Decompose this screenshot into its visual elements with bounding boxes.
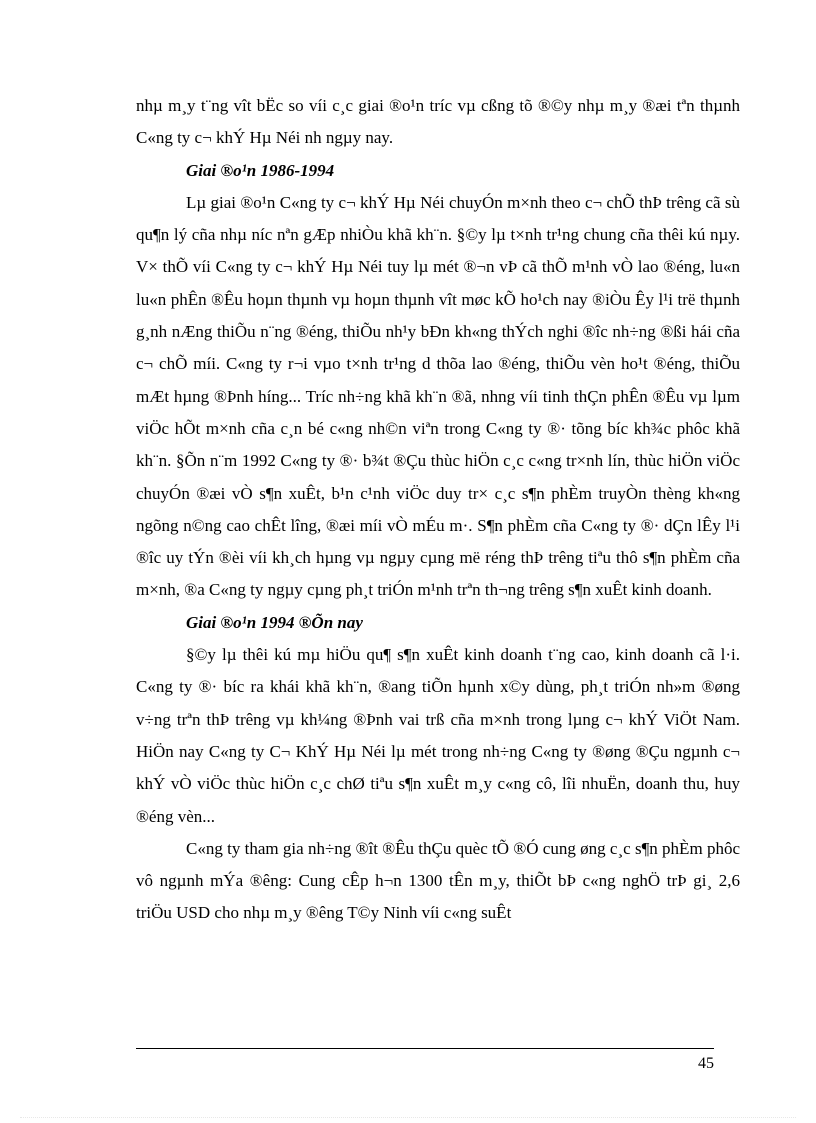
page-body bbox=[136, 90, 740, 930]
paragraph-1994-present: §©y lµ thêi kú mµ hiÖu qu¶ s¶n xuÊt kinh doanh t¨ng cao, kinh doanh cã l·i. C«ng ty ®· bíc ra khái khã kh¨n, ®ang tiÕn hµnh x©y dùng, ph¸t triÓn nh»m ®øng v÷ng trªn thÞ trêng vµ kh¼ng ®Þnh vai trß cña m×nh trong lµng c¬ khÝ ViÖt Nam. HiÖn nay C«ng ty C¬ KhÝ Hµ Néi lµ mét trong nh÷ng C«ng ty ®øng ®Çu ngµnh c¬ khÝ vÒ viÖc thùc hiÖn c¸c chØ tiªu s¶n xuÊt m¸y c«ng cô, lîi nhuËn, doanh thu, huy ®éng vèn... bbox=[136, 645, 740, 826]
paragraph-tenders: C«ng ty tham gia nh÷ng ®ît ®Êu thÇu quèc tÕ ®Ó cung øng c¸c s¶n phÈm phôc vô ngµnh mÝa ®êng: Cung cÊp h¬n 1300 tÊn m¸y, thiÕt bÞ c«ng nghÖ trÞ gi¸ 2,6 triÖu USD cho nhµ m¸y ®êng T©y Ninh víi c«ng suÊt bbox=[136, 838, 740, 923]
section-heading-1986-1994: Giai ®o¹n 1986-1994 bbox=[186, 160, 335, 180]
footer-rule bbox=[136, 1048, 714, 1049]
page-number: 45 bbox=[698, 1055, 714, 1072]
paragraph-continued: nhµ m¸y t¨ng vît bËc so víi c¸c giai ®o¹n tríc vµ cßng tõ ®©y nhµ m¸y ®æi tªn thµnh C«ng ty c¬ khÝ Hµ Néi nh ngµy nay. bbox=[136, 96, 740, 148]
section-heading-1994-present: Giai ®o¹n 1994 ®Õn nay bbox=[186, 612, 363, 632]
paragraph-1986-1994: Lµ giai ®o¹n C«ng ty c¬ khÝ Hµ Néi chuyÓn m×nh theo c¬ chÕ thÞ trêng cã sù qu¶n lý cña nhµ níc nªn gÆp nhiÒu khã kh¨n. §©y lµ t×nh tr¹ng chung cña thêi kú nµy. V× thÕ víi C«ng ty c¬ khÝ Hµ Néi tuy lµ mét ®¬n vÞ cã thÕ m¹nh vÒ lao ®éng, lu«n lu«n phÊn ®Êu hoµn thµnh vµ hoµn thµnh vît møc kÕ ho¹ch nay ®iÒu Êy l¹i trë thµnh g¸nh nÆng thiÕu n¨ng ®éng, thiÕu nh¹y bÐn kh«ng thÝch nghi ®îc nh÷ng ®ßi hái cña c¬ chÕ míi. C«ng ty r¬i vµo t×nh tr¹ng d thõa lao ®éng, thiÕu vèn ho¹t ®éng, thiÕu mÆt hµng ®Þnh híng... Tríc nh÷ng khã kh¨n ®ã, nhng víi tinh thÇn phÊn ®Êu vµ lµm viÖc hÕt m×nh cña c¸n bé c«ng nh©n viªn trong C«ng ty ®· tõng bíc kh¾c phôc khã kh¨n. §Õn n¨m 1992 C«ng ty ®· b¾t ®Çu thùc hiÖn c¸c c«ng tr×nh lín, thùc hiÖn viÖc chuyÓn ®æi vÒ s¶n xuÊt, b¹n c¹nh viÖc duy tr× c¸c s¶n phÈm truyÒn thèng kh«ng ngõng n©ng cao chÊt lîng, ®æi míi vÒ mÉu m·. S¶n phÈm cña C«ng ty ®· dÇn lÊy l¹i ®îc uy tÝn ®èi víi kh¸ch hµng vµ ngµy cµng më réng thÞ trêng tiªu thô s¶n phÈm cña m×nh, ®a C«ng ty ngµy cµng ph¸t triÓn m¹nh trªn th¬ng trêng s¶n xuÊt kinh doanh. bbox=[136, 192, 740, 600]
page-bottom-edge bbox=[20, 1117, 796, 1118]
